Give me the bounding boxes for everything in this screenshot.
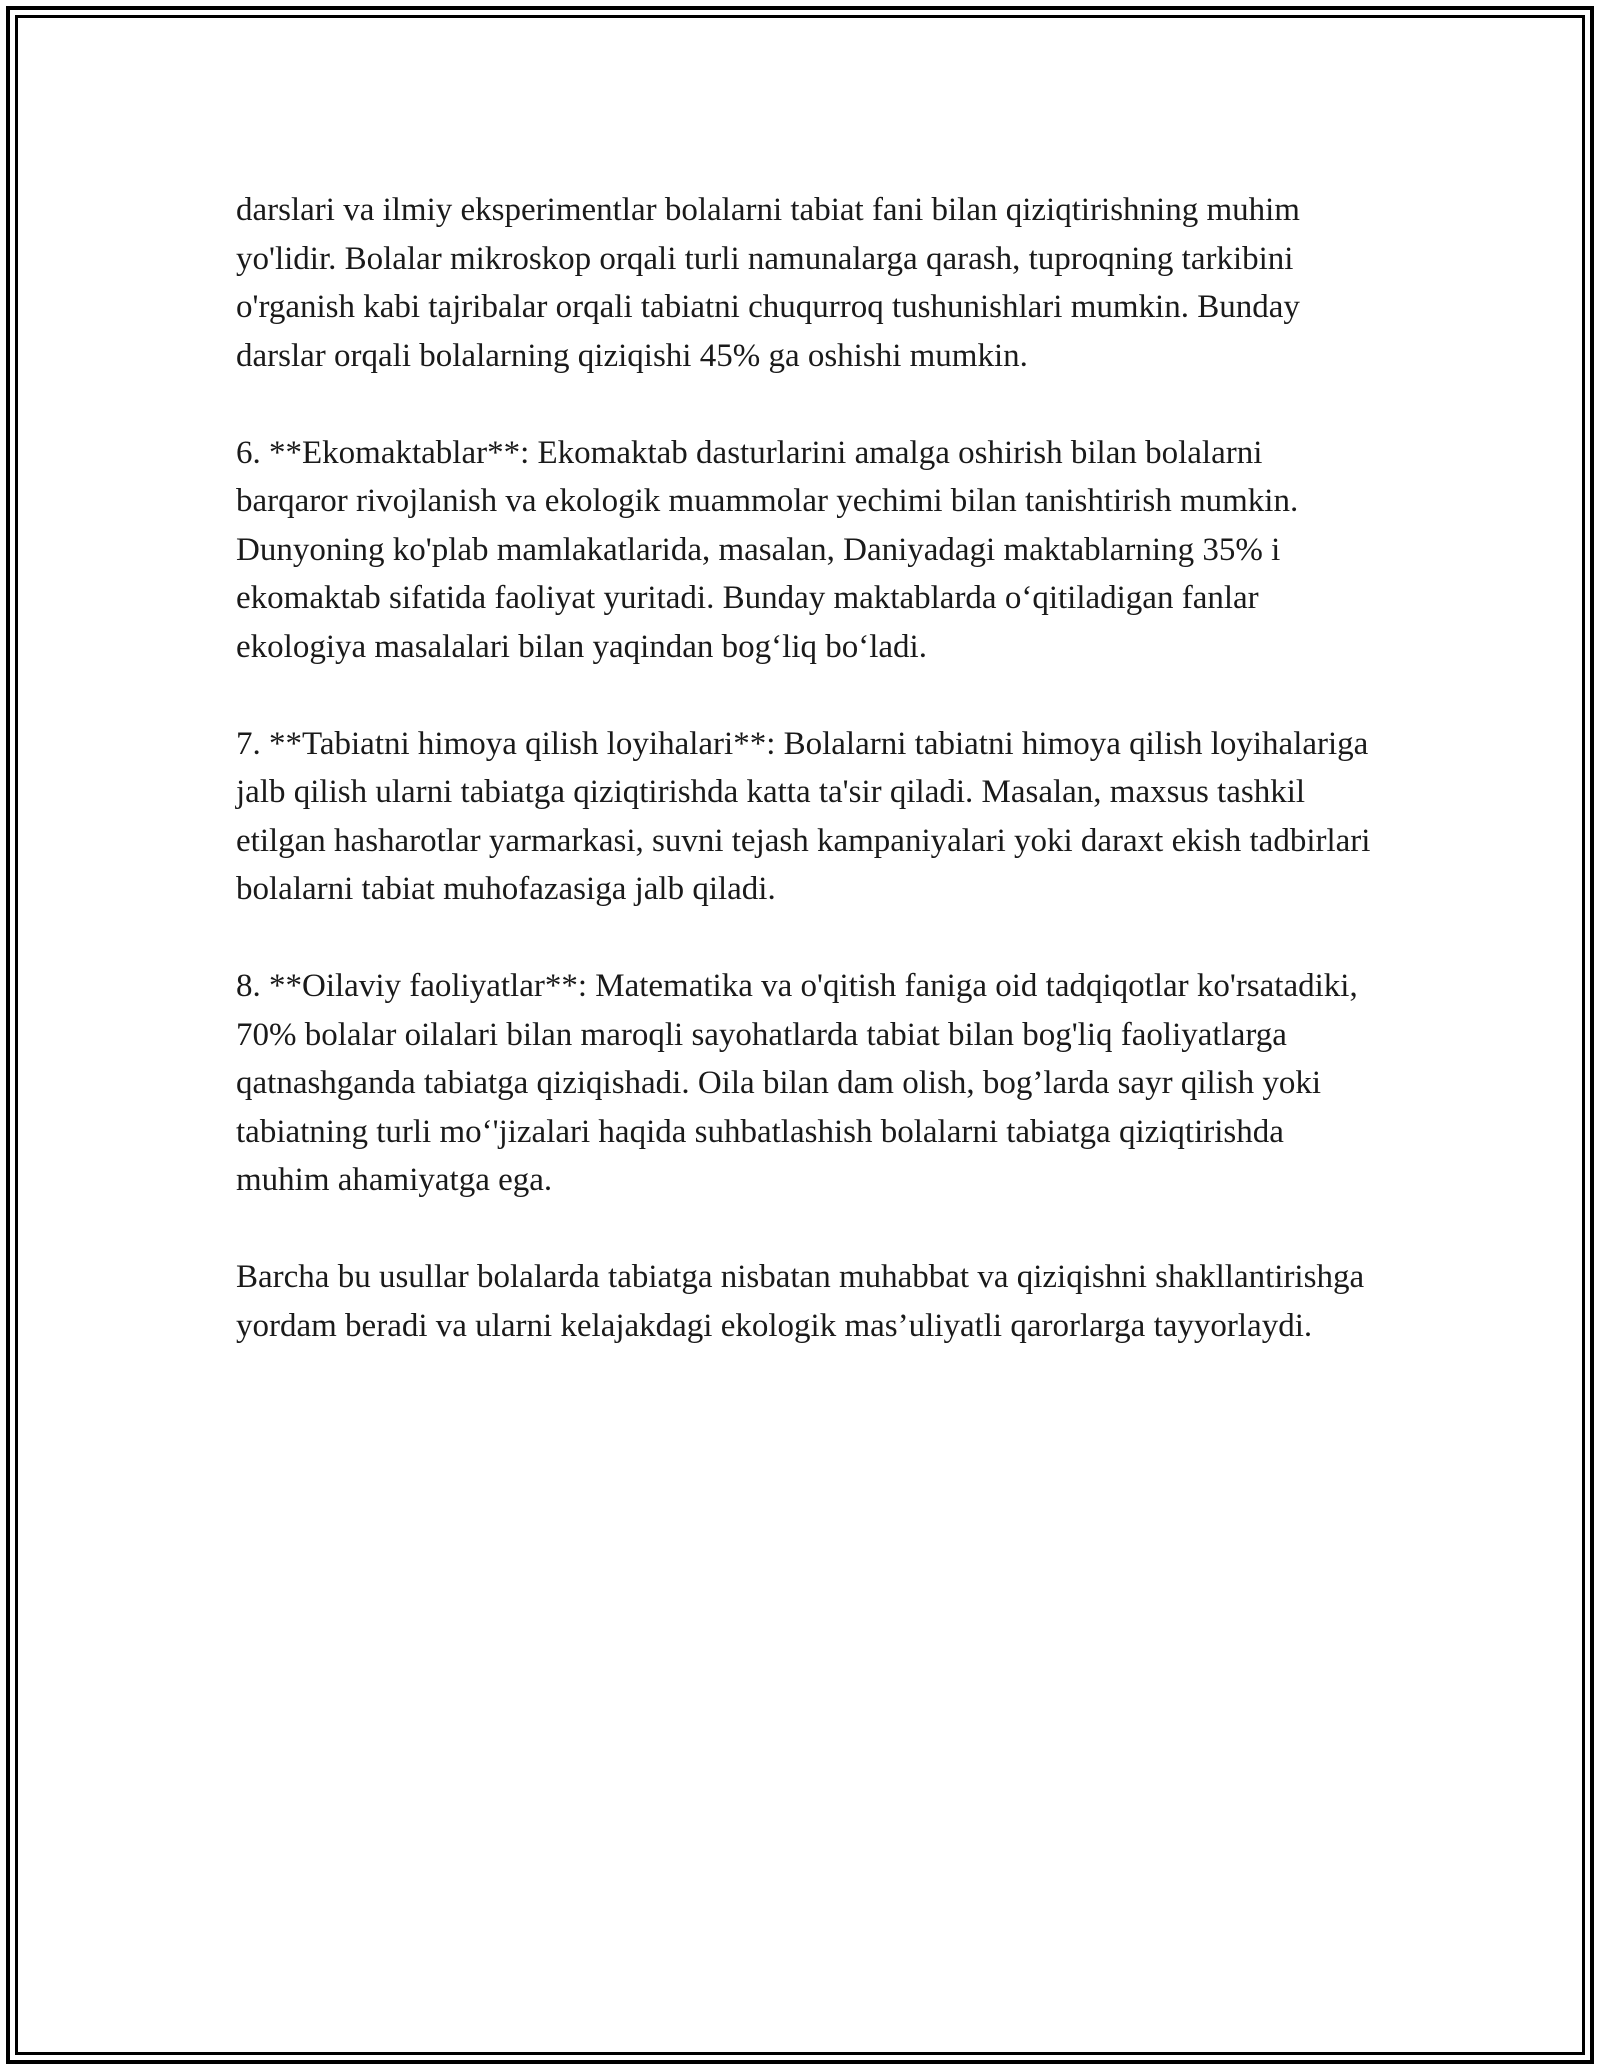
document-body <box>236 186 1376 1350</box>
paragraph-eco-schools: 6. **Ekomaktablar**: Ekomaktab dasturlarini amalga oshirish bilan bolalarni barqaror rivojlanish va ekologik muammolar yechimi bilan tanishtirish mumkin. Dunyoning ko'plab mamlakatlarida, masalan, Daniyadagi maktablarning 35% i ekomaktab sifatida faoliyat yuritadi. Bunday maktablarda o‘qitiladigan fanlar ekologiya masalalari bilan yaqindan bog‘liq bo‘ladi. <box>236 434 1299 665</box>
paragraph-nature-protection-projects: 7. **Tabiatni himoya qilish loyihalari**: Bolalarni tabiatni himoya qilish loyihalariga jalb qilish ularni tabiatga qiziqtirishda katta ta'sir qiladi. Masalan, maxsus tashkil etilgan hasharotlar yarmarkasi, suvni tejash kampaniyalari yoki daraxt ekish tadbirlari bolalarni tabiat muhofazasiga jalb qiladi. <box>236 725 1371 907</box>
paragraph-conclusion: Barcha bu usullar bolalarda tabiatga nisbatan muhabbat va qiziqishni shakllantirishga yordam beradi va ularni kelajakdagi ekologik mas’uliyatli qarorlarga tayyorlaydi. <box>236 1259 1365 1344</box>
paragraph-lab-lessons: darslari va ilmiy eksperimentlar bolalarni tabiat fani bilan qiziqtirishning muhim yo'lidir. Bolalar mikroskop orqali turli namunalarga qarash, tuproqning tarkibini o'rganish kabi tajribalar orqali tabiatni chuqurroq tushunishlari mumkin. Bunday darslar orqali bolalarning qiziqishi 45% ga oshishi mumkin. <box>236 192 1300 374</box>
paragraph-family-activities: 8. **Oilaviy faoliyatlar**: Matematika va o'qitish faniga oid tadqiqotlar ko'rsatadiki, 70% bolalar oilalari bilan maroqli sayohatlarda tabiat bilan bog'liq faoliyatlarga qatnashganda tabiatga qiziqishadi. Oila bilan dam olish, bog’larda sayr qilish yoki tabiatning turli mo‘'jizalari haqida suhbatlashish bolalarni tabiatga qiziqtirishda muhim ahamiyatga ega. <box>236 968 1358 1198</box>
